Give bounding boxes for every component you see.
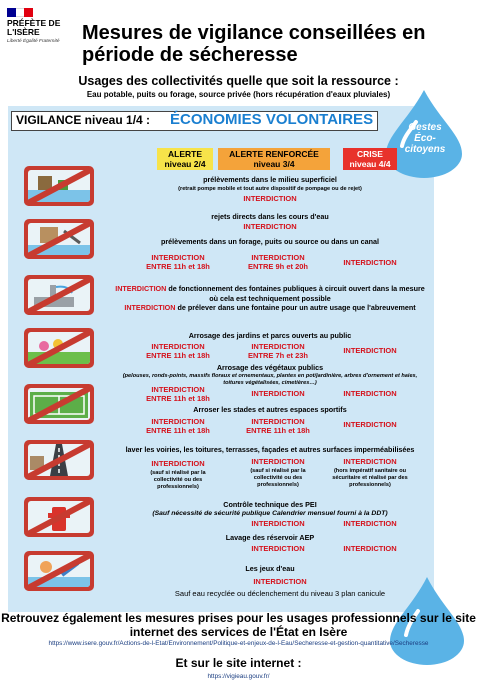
vigilance-level-title: ÉCONOMIES VOLONTAIRES	[170, 111, 374, 128]
no-river-discharge-icon	[24, 219, 94, 259]
eco-citizen-badge: Gestes Éco-citoyens	[404, 122, 446, 155]
no-water-games-icon	[24, 551, 94, 591]
page-subtitle: Usages des collectivités quelle que soit la ressource :	[78, 74, 399, 88]
measure-road-washing: laver les voiries, les toitures, terrasses, façades et autres surfaces imperméabilisées	[125, 445, 415, 454]
measure-water-games: Les jeux d'eau	[245, 564, 295, 573]
republic-motto: Liberté Égalité Fraternité	[7, 39, 60, 44]
measure-sports-crise: INTERDICTION	[343, 420, 397, 429]
measure-surface-pumping-note: (retrait pompe mobile et tout autre dispositif de pompage ou de rejet)	[178, 186, 362, 192]
measure-public-plants: Arrosage des végétaux publics	[216, 363, 324, 372]
measure-reservoir-renforcee: INTERDICTION	[251, 544, 305, 553]
measure-well-pumping: prélèvements dans un forage, puits ou source ou dans un canal	[160, 237, 380, 246]
measure-river-discharge-ban: INTERDICTION	[243, 222, 297, 231]
footer-info-2: Et sur le site internet :	[175, 656, 302, 670]
measure-garden-alerte: INTERDICTION ENTRE 11h et 18h	[146, 342, 210, 360]
vigilance-level-label: VIGILANCE niveau 1/4 :	[16, 113, 151, 127]
no-garden-watering-icon	[24, 328, 94, 368]
measure-water-games-ban: INTERDICTION	[253, 577, 307, 586]
level-alerte-renforcee: ALERTE RENFORCÉE niveau 3/4	[218, 148, 330, 170]
measure-road-renforcee-note: (sauf si réalisé par la collectivité ou des professionnels)	[250, 468, 306, 488]
measure-garden-crise: INTERDICTION	[343, 346, 397, 355]
no-fountain-icon	[24, 275, 94, 315]
level-crise: CRISE niveau 4/4	[343, 148, 397, 170]
french-flag-icon	[7, 8, 33, 17]
measure-well-pumping-renforcee: INTERDICTION ENTRE 9h et 20h	[247, 253, 308, 271]
measure-river-discharge: rejets directs dans les cours d'eau	[211, 212, 329, 221]
measure-sports-alerte: INTERDICTION ENTRE 11h et 18h	[146, 417, 210, 435]
measure-public-plants-alerte: INTERDICTION ENTRE 11h et 18h	[146, 385, 210, 403]
no-hydrant-test-icon	[24, 497, 94, 537]
measure-sports-fields: Arroser les stades et autres espaces sportifs	[193, 405, 347, 414]
measure-road-alerte: INTERDICTION	[151, 459, 205, 468]
measure-reservoir-washing: Lavage des réservoir AEP	[225, 533, 315, 542]
footer-info: Retrouvez également les mesures prises pour les usages professionnels sur le site internet des services de l'État en Isère	[1, 611, 476, 639]
level-alerte: ALERTE niveau 2/4	[157, 148, 213, 170]
page-title: Mesures de vigilance conseillées en période de sécheresse	[82, 22, 426, 66]
measure-well-pumping-crise: INTERDICTION	[343, 258, 397, 267]
measure-hydrant-renforcee: INTERDICTION	[251, 519, 305, 528]
measure-road-alerte-note: (sauf si réalisé par la collectivité ou des professionnels)	[150, 470, 206, 490]
measure-hydrant-test-note: (Sauf nécessité de sécurité publique Calendrier mensuel fourni à la DDT)	[152, 510, 388, 517]
measure-garden-renforcee: INTERDICTION ENTRE 7h et 23h	[247, 342, 308, 360]
measure-public-plants-note: (pelouses, ronds-points, massifs floraux et ornementaux, plantes en pot/jardinière, arbres d'ornement et haies, toitures végétalisées, cimetières…)	[122, 373, 418, 386]
prefecture-name: PRÉFÈTE DE L'ISÈRE	[7, 18, 61, 37]
measure-water-games-note: Sauf eau recyclée ou déclenchement du niveau 3 plan canicule	[174, 589, 386, 598]
measure-garden-watering: Arrosage des jardins et parcs ouverts au public	[188, 331, 352, 340]
measure-road-crise-note: (hors impératif sanitaire ou sécuritaire et réalisé par des professionnels)	[332, 468, 408, 488]
measure-road-renforcee: INTERDICTION	[251, 457, 305, 466]
measure-sports-renforcee: INTERDICTION ENTRE 11h et 18h	[246, 417, 310, 435]
no-surface-pumping-icon	[24, 166, 94, 206]
measure-public-plants-crise: INTERDICTION	[343, 389, 397, 398]
no-sports-field-watering-icon	[24, 384, 94, 424]
page-subtitle-detail: Eau potable, puits ou forage, source privée (hors récupération d'eaux pluviales)	[86, 90, 391, 99]
measure-public-plants-renforcee: INTERDICTION	[251, 389, 305, 398]
no-road-washing-icon	[24, 440, 94, 480]
measure-reservoir-crise: INTERDICTION	[343, 544, 397, 553]
footer-link-isere[interactable]: https://www.isere.gouv.fr/Actions-de-l-Etat/Environnement/Politique-et-enjeux-de-l-Eau/Secheresse-et-gestion-quantitative/Secheresse	[48, 640, 429, 647]
measure-hydrant-test: Contrôle technique des PEI	[223, 500, 317, 509]
measure-fountain: INTERDICTION de fonctionnement des fontaines publiques à circuit ouvert dans la mesure où cela est techniquement possible	[115, 284, 425, 303]
footer-link-vigieau[interactable]: https://vigieau.gouv.fr/	[207, 673, 270, 680]
measure-surface-pumping: prélèvements dans le milieu superficiel	[203, 175, 337, 184]
measure-fountain-use: INTERDICTION de prélever dans une fontaine pour un autre usage que l'abreuvement	[124, 303, 416, 312]
measure-road-crise: INTERDICTION	[343, 457, 397, 466]
measure-surface-pumping-ban: INTERDICTION	[243, 194, 297, 203]
measure-well-pumping-alerte: INTERDICTION ENTRE 11h et 18h	[146, 253, 210, 271]
measure-hydrant-crise: INTERDICTION	[343, 519, 397, 528]
